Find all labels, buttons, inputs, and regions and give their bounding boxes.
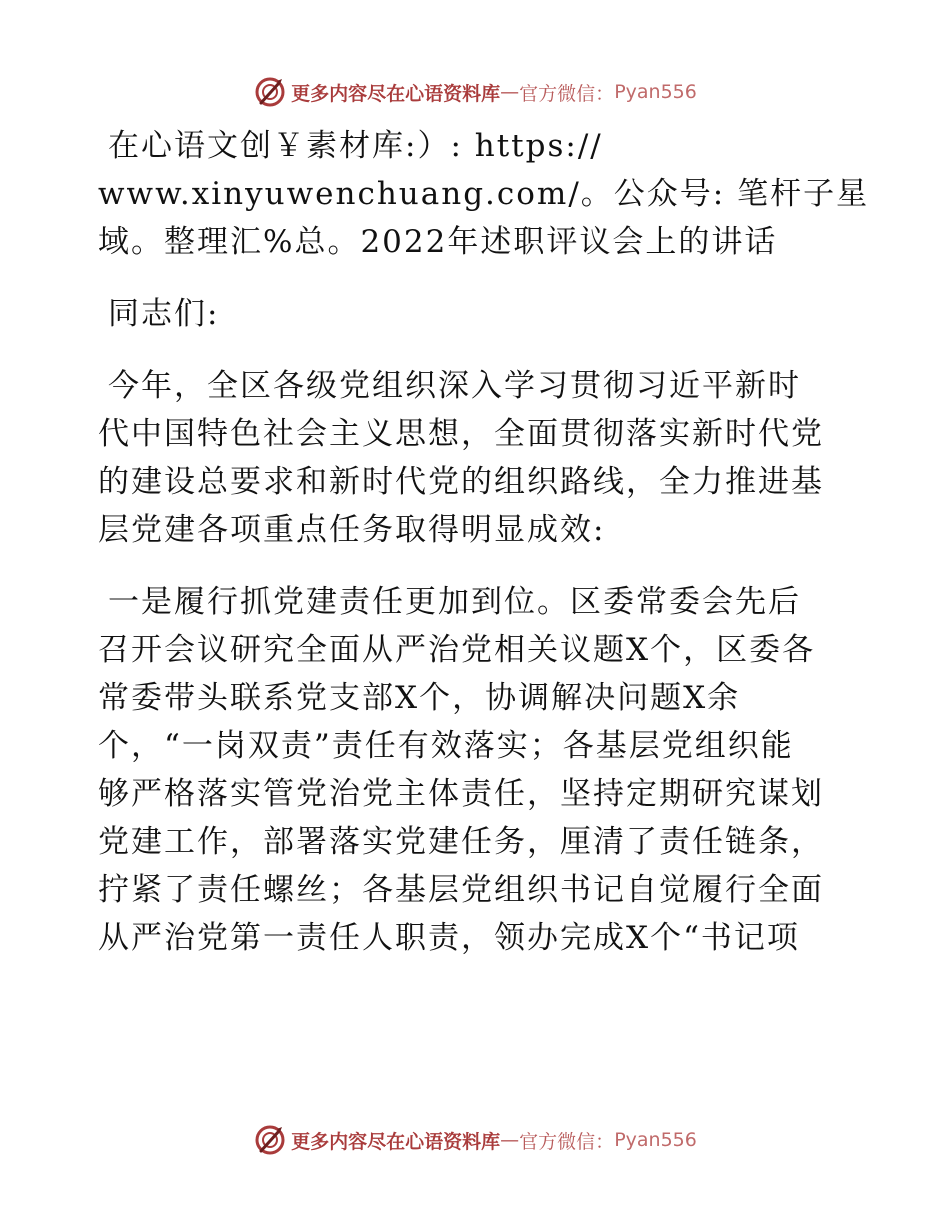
text-line: 的建设总要求和新时代党的组织路线，全力推进基 (98, 464, 824, 500)
text-line: 层党建各项重点任务取得明显成效: (98, 512, 606, 548)
text-line: 代中国特色社会主义思想，全面贯彻落实新时代党 (98, 416, 824, 452)
text-line: 够严格落实管党治党主体责任，坚持定期研究谋划 (98, 776, 824, 812)
paragraph-salutation (98, 290, 858, 338)
banner-wechat-label: 官方微信： (519, 82, 615, 105)
text-line: www.xinyuwenchuang.com/。公众号: 笔杆子星 (98, 176, 870, 212)
header-banner (0, 72, 950, 112)
text-line: 召开会议研究全面从严治党相关议题X个，区委各 (98, 632, 816, 668)
text-line: 个，“一岗双责”责任有效落实；各基层党组织能 (98, 728, 794, 764)
text-line: 常委带头联系党支部X个，协调解决问题X余 (98, 680, 741, 716)
paragraph-overview (98, 362, 858, 554)
text-line: 今年，全区各级党组织深入学习贯彻习近平新时 (108, 368, 801, 404)
banner-wechat-id: Pyan556 (614, 81, 697, 103)
text-line: 同志们: (108, 296, 220, 332)
text-line: 在心语文创￥素材库:）: https:// (108, 128, 603, 164)
text-line: 从严治党第一责任人职责，领办完成X个“书记项 (98, 920, 800, 956)
text-line: 一是履行抓党建责任更加到位。区委常委会先后 (108, 584, 801, 620)
banner-brand: 更多内容尽在心语资料库 (291, 82, 501, 105)
text-line: 党建工作，部署落实党建任务，厘清了责任链条， (98, 824, 824, 860)
document-body (98, 122, 870, 962)
paragraph-point-one (98, 578, 858, 962)
banner-dash: — (500, 81, 520, 103)
text-line: 域。整理汇%总。2022年述职评议会上的讲话 (98, 224, 778, 260)
text-line: 拧紧了责任螺丝；各基层党组织书记自觉履行全面 (98, 872, 824, 908)
paragraph-intro (98, 122, 870, 266)
pen-seal-logo-icon (253, 75, 287, 109)
pen-seal-logo-icon (253, 1123, 287, 1157)
banner-wechat-id: Pyan556 (614, 1129, 697, 1151)
footer-banner (0, 1120, 950, 1160)
banner-wechat-label: 官方微信： (519, 1130, 615, 1153)
banner-dash: — (500, 1129, 520, 1151)
banner-brand: 更多内容尽在心语资料库 (291, 1130, 501, 1153)
